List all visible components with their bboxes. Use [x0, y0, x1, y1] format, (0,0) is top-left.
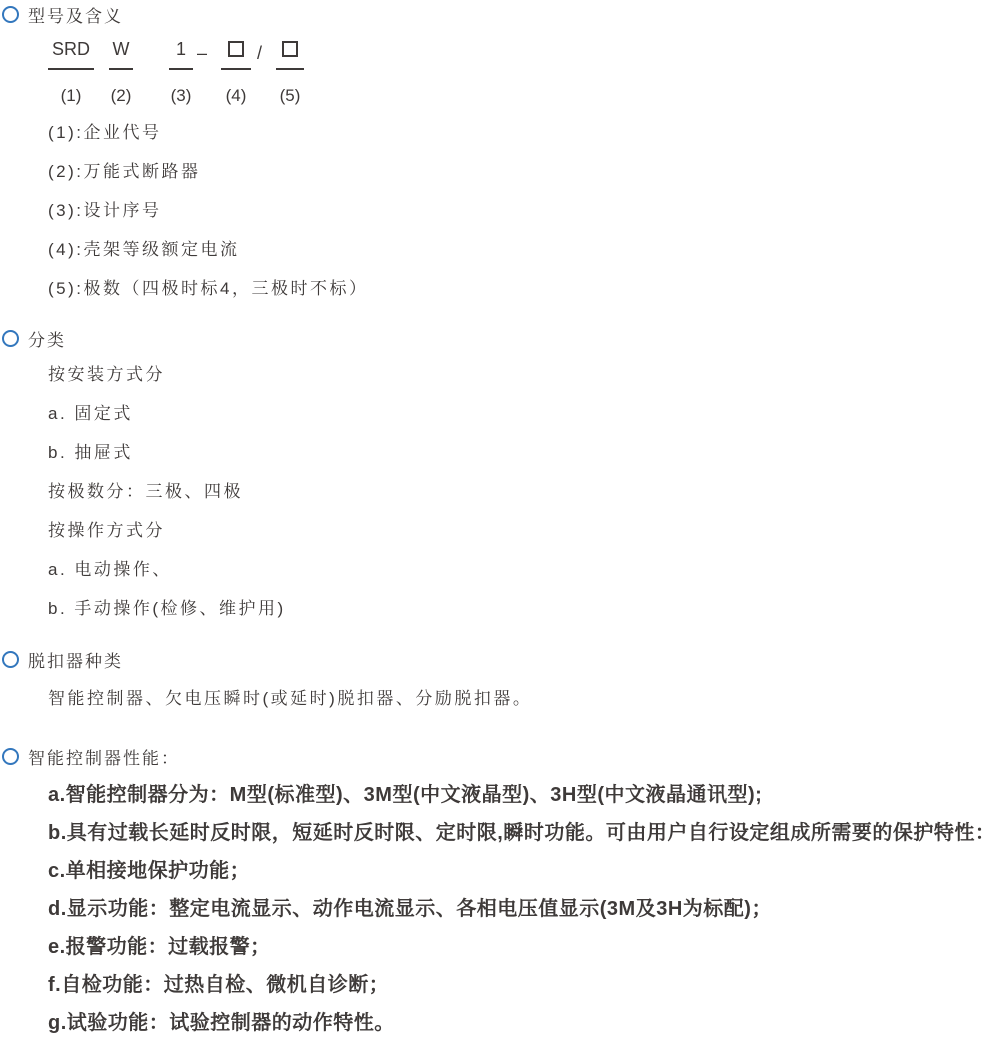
slash-separator — [257, 38, 262, 68]
model-code-2: W — [109, 38, 133, 70]
circle-bullet-icon — [2, 330, 19, 347]
classification-lines — [48, 355, 286, 628]
model-note: (5):极数（四极时标4，三极时不标） — [48, 279, 369, 298]
model-label-4: (4) — [225, 86, 247, 105]
circle-bullet-icon — [2, 6, 19, 23]
model-segment-4 — [221, 38, 251, 106]
classification-line: 按极数分：三极、四极 — [48, 482, 243, 501]
model-segment-3 — [169, 38, 193, 106]
section-controller-heading — [0, 744, 180, 769]
controller-line: f.自检功能：过热自检、微机自诊断； — [48, 974, 390, 996]
circle-bullet-icon — [2, 748, 19, 765]
controller-line: d.显示功能：整定电流显示、动作电流显示、各相电压值显示(3M及3H为标配)； — [48, 898, 772, 920]
model-label-5: (5) — [279, 86, 301, 105]
controller-line: a.智能控制器分为：M型(标准型)、3M型(中文液晶型)、3H型(中文液晶通讯型); — [48, 784, 763, 806]
model-label-3: (3) — [170, 86, 192, 105]
section-classification-heading — [0, 326, 66, 351]
classification-line: 按安装方式分 — [48, 365, 165, 384]
classification-line: b. 手动操作(检修、维护用) — [48, 599, 286, 618]
circle-bullet-icon — [2, 651, 19, 668]
model-note: (4):壳架等级额定电流 — [48, 240, 240, 259]
dash-text: – — [197, 42, 208, 63]
section-controller-title: 智能控制器性能： — [28, 749, 180, 768]
model-note: (3):设计序号 — [48, 201, 162, 220]
model-note: (2):万能式断路器 — [48, 162, 201, 181]
model-code-4 — [221, 38, 251, 70]
model-segment-1 — [48, 38, 94, 106]
section-trip-units-heading — [0, 647, 123, 672]
section-classification-title: 分类 — [28, 331, 66, 350]
classification-line: 按操作方式分 — [48, 521, 165, 540]
model-designation — [48, 38, 304, 106]
square-box-icon — [282, 41, 298, 57]
section-model-heading — [0, 2, 123, 27]
model-segment-5 — [276, 38, 304, 106]
model-code-3: 1 — [169, 38, 193, 70]
trip-units-lines — [48, 679, 532, 718]
model-note: (1):企业代号 — [48, 123, 162, 142]
square-box-icon — [228, 41, 244, 57]
model-label-2: (2) — [110, 86, 132, 105]
model-code-1: SRD — [48, 38, 94, 70]
trip-units-line: 智能控制器、欠电压瞬时(或延时)脱扣器、分励脱扣器。 — [48, 689, 533, 708]
classification-line: a. 固定式 — [48, 404, 133, 423]
classification-line: b. 抽屉式 — [48, 443, 133, 462]
model-notes — [48, 113, 368, 308]
classification-line: a. 电动操作、 — [48, 560, 172, 579]
slash-text: / — [257, 42, 263, 63]
section-trip-units-title: 脱扣器种类 — [28, 652, 123, 671]
controller-line: c.单相接地保护功能； — [48, 860, 251, 882]
model-label-1: (1) — [60, 86, 82, 105]
dash-separator — [197, 38, 207, 68]
model-code-5 — [276, 38, 304, 70]
controller-line: g.试验功能：试验控制器的动作特性。 — [48, 1012, 395, 1034]
controller-line: b.具有过载长延时反时限，短延时反时限、定时限,瞬时功能。可由用户自行设定组成所需要的保护特性： — [48, 822, 996, 844]
model-segment-2 — [109, 38, 133, 106]
controller-lines — [48, 776, 995, 1037]
section-model-title: 型号及含义 — [28, 7, 123, 26]
controller-line: e.报警功能：过载报警； — [48, 936, 271, 958]
